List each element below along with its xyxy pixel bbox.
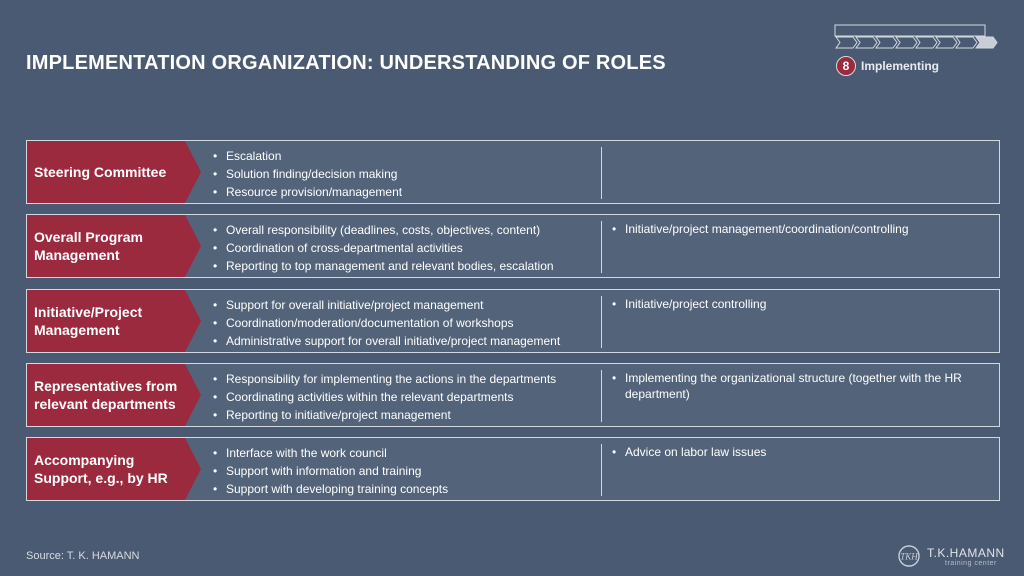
role-row [26, 214, 1000, 278]
role-label-box [27, 438, 227, 500]
column-divider [601, 444, 602, 496]
phase-chevron [896, 37, 917, 48]
task-item: • Initiative/project management/coordination/controlling [610, 221, 970, 237]
responsibility-item: • Support with information and training [211, 462, 601, 480]
responsibility-item: • Escalation [211, 147, 601, 165]
step-label: Implementing [861, 59, 940, 73]
tkh-logo-icon [897, 544, 921, 568]
role-label: Accompanying Support, e.g., by HR [34, 452, 168, 486]
task-item: • Implementing the organizational structure (together with the HR department) [610, 370, 970, 402]
responsibilities-list [211, 296, 601, 351]
responsibility-item: • Coordination of cross-departmental activities [211, 239, 601, 257]
phase-chevron [916, 37, 937, 48]
role-row [26, 437, 1000, 501]
role-label: Overall Program Management [34, 229, 143, 263]
responsibility-item: • Reporting to top management and relevant bodies, escalation [211, 257, 601, 275]
responsibility-item: • Administrative support for overall initiative/project management [211, 332, 601, 350]
page-title: IMPLEMENTATION ORGANIZATION: UNDERSTANDING OF ROLES [26, 52, 666, 74]
responsibilities-list [211, 221, 601, 276]
responsibilities-list [211, 444, 601, 499]
role-row [26, 363, 1000, 427]
responsibility-item: • Overall responsibility (deadlines, costs, objectives, content) [211, 221, 601, 239]
column-divider [601, 221, 602, 273]
task-item: • Initiative/project controlling [610, 296, 970, 312]
role-label: Steering Committee [34, 164, 167, 180]
phase-chevron [836, 37, 857, 48]
column-divider [601, 147, 602, 199]
tasks-list [610, 370, 970, 402]
responsibility-item: • Coordinating activities within the relevant departments [211, 388, 601, 406]
role-label: Representatives from relevant departments [34, 378, 178, 412]
responsibility-item: • Resource provision/management [211, 183, 601, 201]
step-number-badge: 8 [836, 56, 856, 76]
tasks-list [610, 444, 970, 460]
responsibilities-list [211, 370, 601, 425]
source-note: Source: T. K. HAMANN [26, 550, 140, 562]
responsibility-item: • Reporting to initiative/project management [211, 406, 601, 424]
role-row [26, 140, 1000, 204]
tasks-list [610, 296, 970, 312]
phase-chevron [976, 37, 997, 48]
role-label-box [27, 141, 227, 203]
role-label-box [27, 215, 227, 277]
task-item: • Advice on labor law issues [610, 444, 970, 460]
phase-chevron [856, 37, 877, 48]
responsibility-item: • Support for overall initiative/project management [211, 296, 601, 314]
responsibility-item: • Responsibility for implementing the actions in the departments [211, 370, 601, 388]
responsibility-item: • Solution finding/decision making [211, 165, 601, 183]
column-divider [601, 370, 602, 422]
svg-text:TKH: TKH [900, 551, 918, 562]
phase-chevron [936, 37, 957, 48]
role-label-box [27, 290, 227, 352]
logo-name: T.K.HAMANN [927, 546, 1005, 560]
tasks-list [610, 221, 970, 237]
responsibility-item: • Interface with the work council [211, 444, 601, 462]
logo-subtitle: training center [945, 560, 997, 567]
company-logo [897, 544, 1005, 570]
role-label: Initiative/Project Management [34, 304, 143, 338]
role-row [26, 289, 1000, 353]
phase-chevron [956, 37, 977, 48]
responsibility-item: • Support with developing training concepts [211, 480, 601, 498]
responsibility-item: • Coordination/moderation/documentation of workshops [211, 314, 601, 332]
phase-chevron [876, 37, 897, 48]
role-label-box [27, 364, 227, 426]
phase-progress-bar [834, 24, 1000, 50]
column-divider [601, 296, 602, 348]
responsibilities-list [211, 147, 601, 202]
